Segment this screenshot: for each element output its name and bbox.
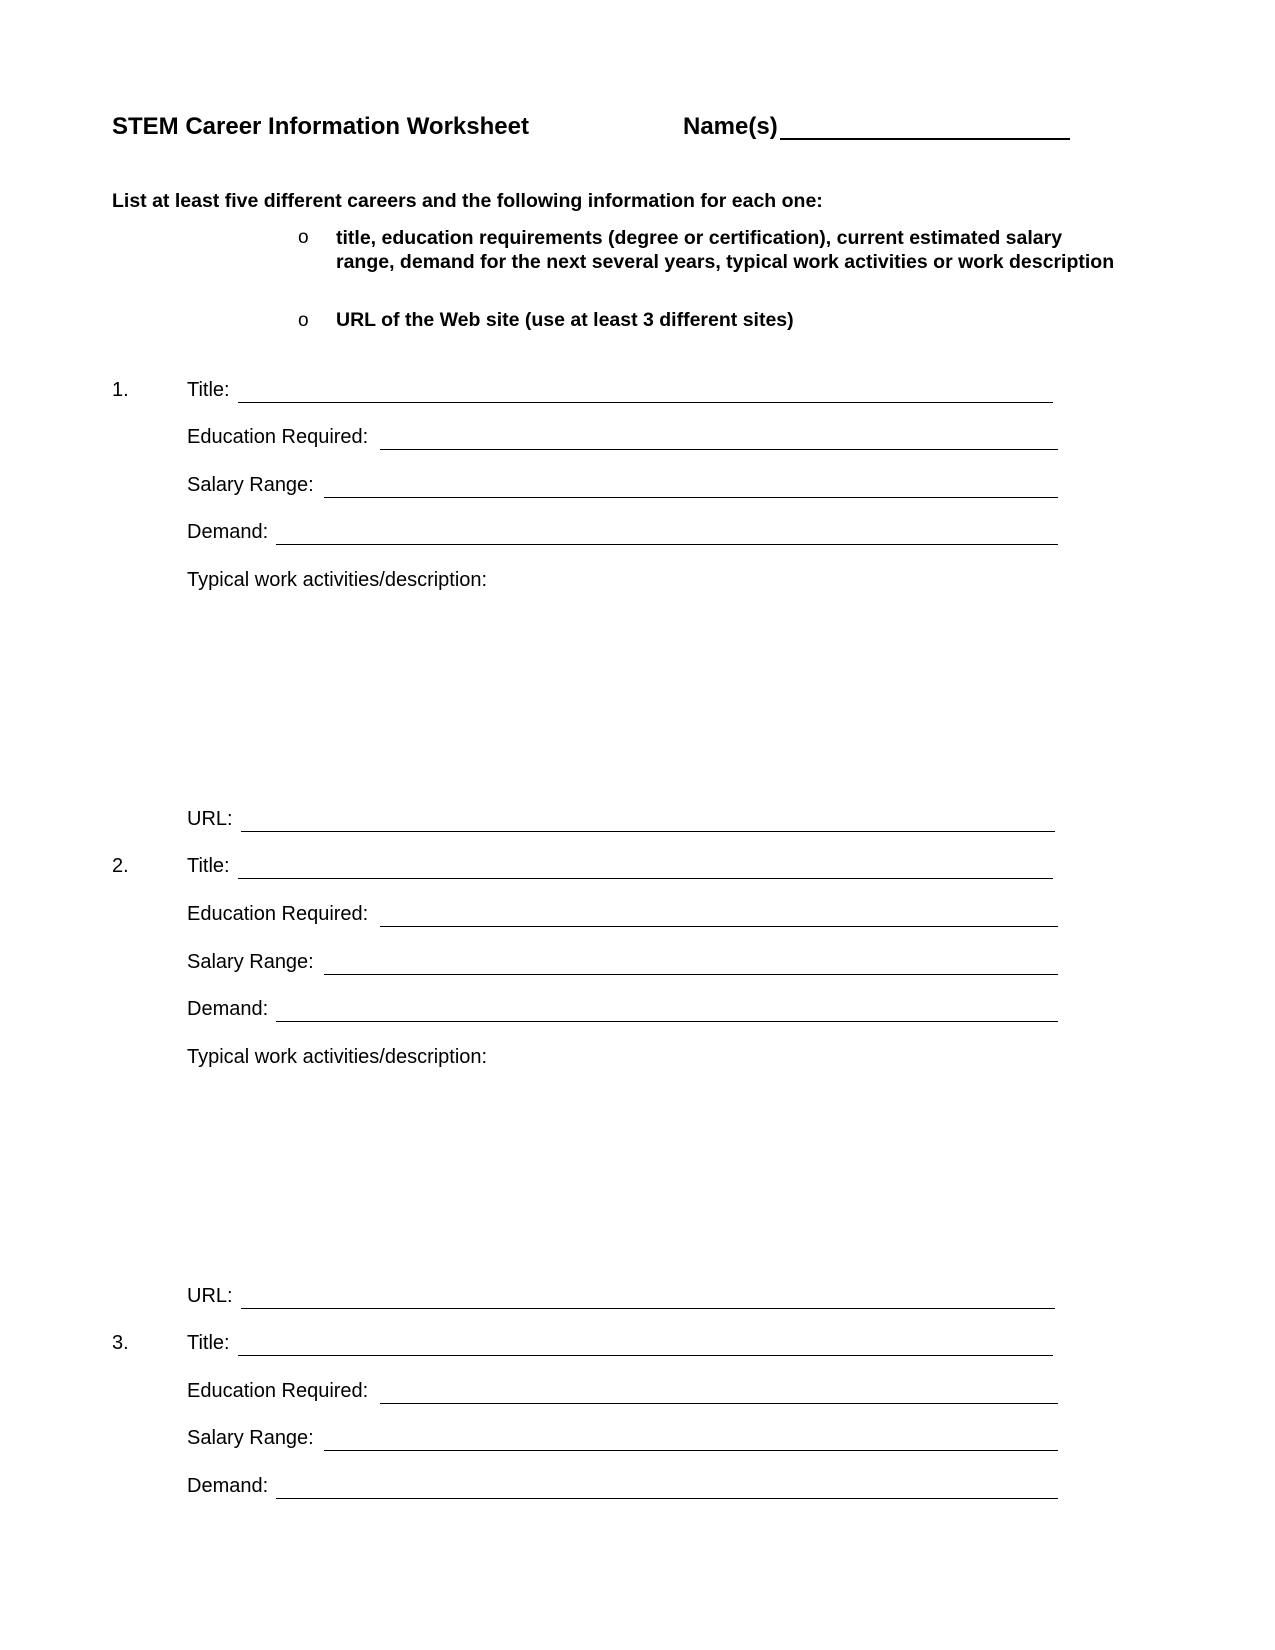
demand-field-line[interactable] (276, 1021, 1058, 1022)
salary-label: Salary Range: (187, 474, 314, 496)
salary-field-line[interactable] (324, 497, 1058, 498)
name-label: Name(s) (683, 113, 778, 140)
bullet-marker: o (298, 310, 309, 331)
description-label: Typical work activities/description: (187, 569, 488, 591)
name-field-line[interactable] (780, 138, 1070, 140)
bullet-marker: o (298, 227, 309, 248)
education-label: Education Required: (187, 1380, 369, 1402)
demand-field-line[interactable] (276, 1498, 1058, 1499)
page-title: STEM Career Information Worksheet (112, 113, 529, 140)
title-label: Title: (187, 855, 230, 877)
bullet-url-instruction: URL of the Web site (use at least 3 different sites) (336, 309, 794, 331)
item-number: 3. (112, 1332, 129, 1354)
title-field-line[interactable] (238, 402, 1053, 403)
salary-field-line[interactable] (324, 974, 1058, 975)
item-number: 2. (112, 855, 129, 877)
salary-label: Salary Range: (187, 1427, 314, 1449)
education-label: Education Required: (187, 426, 369, 448)
title-field-line[interactable] (238, 878, 1053, 879)
demand-label: Demand: (187, 521, 269, 543)
salary-label: Salary Range: (187, 951, 314, 973)
title-label: Title: (187, 1332, 230, 1354)
demand-field-line[interactable] (276, 544, 1058, 545)
description-label: Typical work activities/description: (187, 1046, 488, 1068)
instructions-text: List at least five different careers and the following information for each one: (112, 190, 823, 212)
url-label: URL: (187, 808, 233, 830)
salary-field-line[interactable] (324, 1450, 1058, 1451)
url-field-line[interactable] (241, 831, 1055, 832)
demand-label: Demand: (187, 1475, 269, 1497)
item-number: 1. (112, 379, 129, 401)
education-field-line[interactable] (380, 1403, 1058, 1404)
education-label: Education Required: (187, 903, 369, 925)
education-field-line[interactable] (380, 449, 1058, 450)
url-label: URL: (187, 1285, 233, 1307)
education-field-line[interactable] (380, 926, 1058, 927)
url-field-line[interactable] (241, 1308, 1055, 1309)
title-label: Title: (187, 379, 230, 401)
title-field-line[interactable] (238, 1355, 1053, 1356)
demand-label: Demand: (187, 998, 269, 1020)
bullet-requirements: title, education requirements (degree or certification), current estimated salary range, demand for the next several years, typical work activities or work description (336, 227, 1115, 273)
